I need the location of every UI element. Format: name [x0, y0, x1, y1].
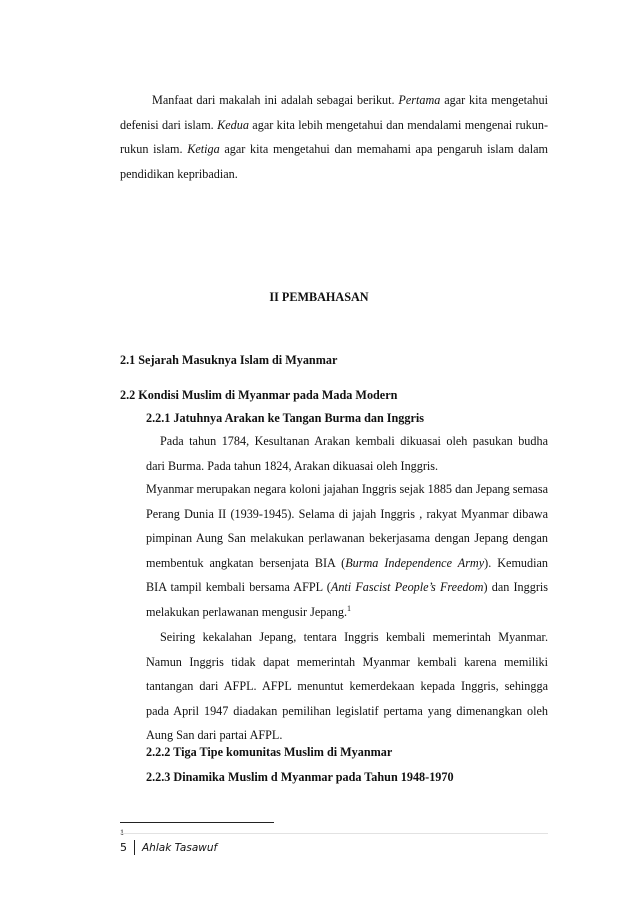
footnote-divider: [120, 822, 274, 823]
colony-emphasis-1: Burma Independence Army: [345, 555, 485, 570]
footnote-reference[interactable]: 1: [347, 603, 352, 613]
paragraph-independence: Seiring kekalahan Jepang, tentara Inggris kembali memerintah Myanmar. Namun Inggris tidak dapat memerintah Myanmar kembali karena memiliki tantangan dari AFPL. AFPL menuntut kemerdekaan kepada Inggris, sehingga pada April 1947 diadakan pemilihan legislatif pertama yang dimenangkan oleh Aung San dari partai AFPL.: [146, 630, 548, 742]
section-heading-2-2-1: 2.2.1 Jatuhnya Arakan ke Tangan Burma dan Inggris: [146, 411, 425, 425]
intro-paragraph: [120, 88, 548, 186]
page-number: 5: [120, 841, 127, 854]
section-heading-2-1: 2.1 Sejarah Masuknya Islam di Myanmar: [120, 353, 338, 367]
section-heading-2-2-3: 2.2.3 Dinamika Muslim d Myanmar pada Tahun 1948-1970: [146, 770, 454, 784]
footer-title: Ahlak Tasawuf: [142, 841, 218, 854]
intro-emphasis-2: Kedua: [217, 117, 249, 132]
colony-text-2: ). Kemudian BIA tampil kembali bersama AFPL (: [146, 555, 548, 594]
paragraph-arakan: Pada tahun 1784, Kesultanan Arakan kembali dikuasai oleh pasukan budha dari Burma. Pada tahun 1824, Arakan dikuasai oleh Inggris.: [146, 434, 548, 473]
footer-divider: [120, 833, 548, 834]
page-footer: [120, 840, 217, 855]
intro-text-3: agar kita lebih mengetahui dan mendalami mengenai rukun-rukun islam.: [120, 117, 548, 156]
paragraph-colony: [146, 477, 548, 624]
chapter-title: II PEMBAHASAN: [269, 290, 369, 304]
section-heading-2-2: 2.2 Kondisi Muslim di Myanmar pada Mada Modern: [120, 388, 398, 402]
intro-text-4: agar kita mengetahui dan memahami apa pengaruh islam dalam pendidikan kepribadian.: [120, 142, 548, 181]
footnote-mark: 1: [120, 828, 124, 837]
intro-text-1: Manfaat dari makalah ini adalah sebagai berikut.: [152, 93, 399, 107]
colony-text-1: Myanmar merupakan negara koloni jajahan Inggris sejak 1885 dan Jepang semasa Perang Dunia II (1939-1945). Selama di jajah Inggris , rakyat Myanmar dibawa pimpinan Aung San melakukan perlawanan bekerjasama dengan Jepang dengan membentuk angkatan bersenjata BIA (: [146, 482, 548, 570]
intro-emphasis-1: Pertama: [398, 93, 441, 107]
colony-emphasis-2: Anti Fascist People’s Freedom: [330, 580, 484, 594]
intro-text-2: agar kita mengetahui defenisi dari islam.: [120, 93, 548, 132]
footer-separator: [134, 840, 135, 855]
colony-text-3: ) dan Inggris melakukan perlawanan mengusir Jepang.: [146, 580, 549, 619]
intro-emphasis-3: Ketiga: [187, 142, 220, 156]
section-heading-2-2-2: 2.2.2 Tiga Tipe komunitas Muslim di Myanmar: [146, 745, 393, 759]
